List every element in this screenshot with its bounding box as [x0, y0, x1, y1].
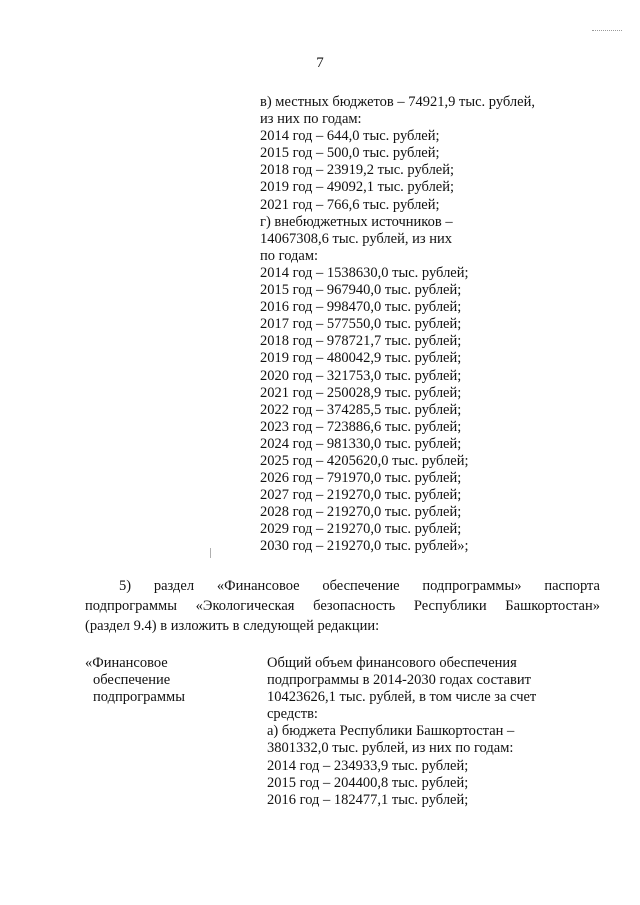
passport-field-label	[85, 655, 255, 706]
scan-mark	[210, 548, 211, 558]
list-line: 2015 год – 500,0 тыс. рублей;	[260, 145, 440, 162]
value-line: подпрограммы в 2014-2030 годах составит	[267, 672, 531, 689]
list-line: 2023 год – 723886,6 тыс. рублей;	[260, 418, 462, 435]
value-line: 3801332,0 тыс. рублей, из них по годам:	[267, 740, 514, 757]
paragraph-line: 5) раздел «Финансовое обеспечение подпрограммы» паспорта	[119, 578, 600, 594]
list-line: 2014 год – 644,0 тыс. рублей;	[260, 128, 440, 145]
list-line: 2021 год – 250028,9 тыс. рублей;	[260, 384, 462, 401]
passport-field-value	[267, 655, 587, 809]
funding-by-year-list	[260, 94, 580, 556]
page-number: 7	[316, 55, 324, 71]
list-line: 2015 год – 967940,0 тыс. рублей;	[260, 282, 462, 299]
label-line: подпрограммы	[93, 689, 185, 706]
corner-dotted-mark	[592, 30, 622, 31]
value-line: средств:	[267, 706, 318, 723]
list-line: по годам:	[260, 247, 319, 264]
list-line: 2025 год – 4205620,0 тыс. рублей;	[260, 452, 469, 469]
value-line: а) бюджета Республики Башкортостан –	[267, 723, 515, 740]
list-line: 2019 год – 480042,9 тыс. рублей;	[260, 350, 462, 367]
list-line: в) местных бюджетов – 74921,9 тыс. рублей,	[260, 94, 535, 110]
list-line: 2018 год – 978721,7 тыс. рублей;	[260, 333, 462, 350]
value-line: 2016 год – 182477,1 тыс. рублей;	[267, 791, 469, 808]
list-line: 14067308,6 тыс. рублей, из них	[260, 230, 452, 247]
list-line: 2017 год – 577550,0 тыс. рублей;	[260, 316, 462, 333]
list-line: 2027 год – 219270,0 тыс. рублей;	[260, 487, 462, 504]
list-line: 2021 год – 766,6 тыс. рублей;	[260, 196, 440, 213]
list-line: 2022 год – 374285,5 тыс. рублей;	[260, 401, 462, 418]
value-line: 2015 год – 204400,8 тыс. рублей;	[267, 774, 469, 791]
list-line: 2018 год – 23919,2 тыс. рублей;	[260, 162, 455, 179]
list-line: 2014 год – 1538630,0 тыс. рублей;	[260, 264, 469, 281]
list-line: 2029 год – 219270,0 тыс. рублей;	[260, 521, 462, 538]
list-line: 2026 год – 791970,0 тыс. рублей;	[260, 470, 462, 487]
list-line: г) внебюджетных источников –	[260, 213, 453, 230]
list-line: 2024 год – 981330,0 тыс. рублей;	[260, 435, 462, 452]
amendment-paragraph	[85, 576, 600, 636]
label-line: обеспечение	[93, 672, 171, 689]
value-line: 2014 год – 234933,9 тыс. рублей;	[267, 757, 469, 774]
list-line: 2020 год – 321753,0 тыс. рублей;	[260, 367, 462, 384]
paragraph-line: подпрограммы «Экологическая безопасность Республики Башкортостан»	[85, 598, 600, 614]
value-line: Общий объем финансового обеспечения	[267, 655, 517, 671]
value-line: 10423626,1 тыс. рублей, в том числе за счет	[267, 689, 537, 706]
list-line: 2030 год – 219270,0 тыс. рублей»;	[260, 538, 469, 555]
paragraph-line: (раздел 9.4) в изложить в следующей редакции:	[85, 618, 380, 634]
list-line: из них по годам:	[260, 111, 362, 128]
list-line: 2016 год – 998470,0 тыс. рублей;	[260, 299, 462, 316]
list-line: 2028 год – 219270,0 тыс. рублей;	[260, 504, 462, 521]
list-line: 2019 год – 49092,1 тыс. рублей;	[260, 179, 455, 196]
label-line: «Финансовое	[85, 655, 168, 671]
